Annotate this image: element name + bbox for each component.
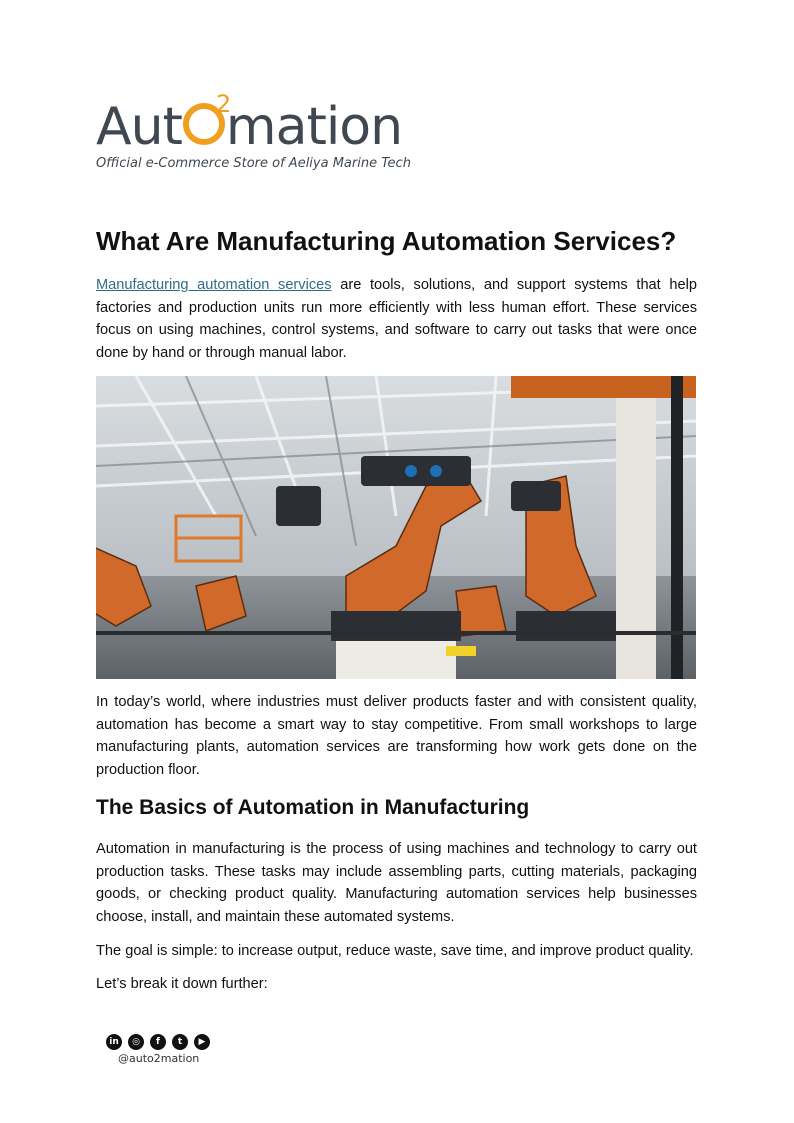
instagram-icon[interactable]: ◎ bbox=[128, 1034, 144, 1050]
paragraph-breakdown-text: Let’s break it down further: bbox=[96, 976, 268, 992]
facebook-icon[interactable]: f bbox=[150, 1034, 166, 1050]
paragraph-industries-text: In today’s world, where industries must deliver products faster and with consistent quality, automation has become a smart way to stay competitive. From small workshops to large manufacturing plants, automation services are transforming how work gets done on the production floor. bbox=[96, 694, 697, 778]
factory-robots-image bbox=[96, 376, 696, 679]
logo-wordmark: Aut mation bbox=[96, 97, 403, 157]
section-heading: The Basics of Automation in Manufacturing bbox=[96, 796, 530, 819]
brand-logo bbox=[96, 90, 426, 184]
intro-text: are tools, solutions, and support systems that help factories and production units run more efficiently with less human effort. These services focus on using machines, control systems, and software to carry out tasks that were once done by hand or through manual labor. bbox=[96, 277, 697, 361]
paragraph-basics bbox=[96, 838, 697, 928]
paragraph-goal bbox=[96, 940, 697, 963]
twitter-icon[interactable]: t bbox=[172, 1034, 188, 1050]
logo-tagline: Official e-Commerce Store of Aeliya Marine Tech bbox=[96, 156, 411, 171]
logo-superscript: 2 bbox=[216, 90, 232, 118]
paragraph-industries bbox=[96, 691, 697, 781]
linkedin-icon[interactable]: in bbox=[106, 1034, 122, 1050]
social-handle: @auto2mation bbox=[118, 1052, 200, 1065]
paragraph-breakdown bbox=[96, 973, 697, 996]
manufacturing-automation-link[interactable]: Manufacturing automation services bbox=[96, 277, 332, 293]
page-title: What Are Manufacturing Automation Services? bbox=[96, 226, 677, 256]
paragraph-basics-text: Automation in manufacturing is the process of using machines and technology to carry out production tasks. These tasks may include assembling parts, cutting materials, packaging goods, or checking product quality. Manufacturing automation services help businesses choose, install, and maintain these automated systems. bbox=[96, 841, 697, 925]
paragraph-goal-text: The goal is simple: to increase output, reduce waste, save time, and improve product quality. bbox=[96, 943, 694, 959]
intro-paragraph bbox=[96, 274, 697, 364]
youtube-icon[interactable]: ▶ bbox=[194, 1034, 210, 1050]
social-icons bbox=[106, 1034, 210, 1050]
